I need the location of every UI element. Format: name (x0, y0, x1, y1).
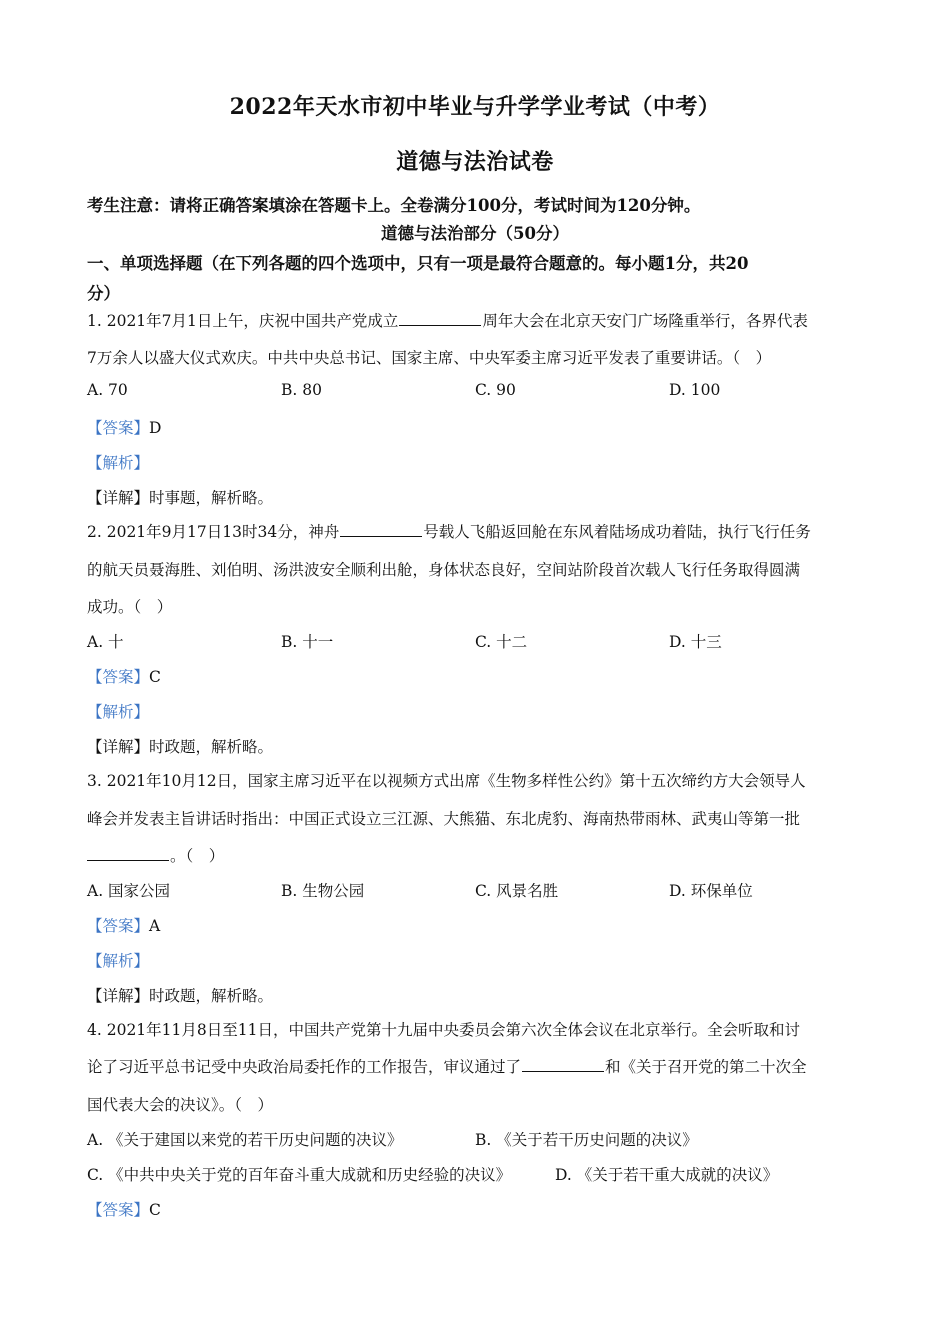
question-1-analysis (87, 451, 867, 473)
question-1-text-a: 1. 2021年7月1日上午，庆祝中国共产党成立 (87, 312, 399, 330)
question-3-option-d: D. 环保单位 (669, 882, 753, 900)
exam-subtitle: 道德与法治试卷 (396, 149, 554, 175)
question-2-analysis (87, 700, 867, 722)
question-2-option-c: C. 十二 (475, 633, 528, 651)
question-1-option-d: D. 100 (669, 381, 721, 399)
detail-text: 时政题，解析略。 (149, 987, 274, 1005)
answer-label: 【答案】 (87, 419, 150, 437)
answer-label: 【答案】 (87, 917, 150, 935)
question-3-text-b: 。（ ） (170, 847, 225, 865)
detail-label: 【详解】 (87, 987, 150, 1005)
question-4-line3: 国代表大会的决议》。（ ） (87, 1096, 274, 1114)
question-2-text-a: 2. 2021年9月17日13时34分，神舟 (87, 523, 340, 541)
question-2-answer (87, 665, 867, 687)
exam-notice: 考生注意：请将正确答案填涂在答题卡上。全卷满分100分，考试时间为120分钟。 (87, 196, 701, 215)
question-2-line3: 成功。（ ） (87, 598, 173, 616)
question-1-option-b: B. 80 (281, 381, 322, 399)
analysis-label: 【解析】 (87, 952, 150, 970)
question-4-option-d: D. 《关于若干重大成就的决议》 (555, 1166, 779, 1184)
detail-text: 时政题，解析略。 (149, 738, 274, 756)
detail-text: 时事题，解析略。 (149, 489, 274, 507)
question-3-option-b: B. 生物公园 (281, 882, 365, 900)
answer-blank (340, 522, 422, 537)
analysis-label: 【解析】 (87, 703, 150, 721)
question-2-option-d: D. 十三 (669, 633, 722, 651)
question-2-text-b: 号载人飞船返回舱在东风着陆场成功着陆，执行飞行任务 (423, 523, 811, 541)
analysis-label: 【解析】 (87, 454, 150, 472)
question-4-text-a: 论了习近平总书记受中央政治局委托作的工作报告，审议通过了 (87, 1058, 522, 1076)
question-3-analysis (87, 949, 867, 971)
answer-value: C (149, 668, 161, 686)
question-3-option-c: C. 风景名胜 (475, 882, 559, 900)
question-1-line1 (87, 309, 867, 331)
answer-blank (522, 1057, 604, 1072)
question-2-line2: 的航天员聂海胜、刘伯明、汤洪波安全顺利出舱，身体状态良好，空间站阶段首次载人飞行任务取得圆满 (87, 561, 801, 579)
question-3-detail (87, 984, 867, 1006)
question-1-line2: 7万余人以盛大仪式欢庆。中共中央总书记、国家主席、中央军委主席习近平发表了重要讲话。（ ） (87, 349, 772, 367)
question-3-line3 (87, 844, 867, 866)
answer-value: C (149, 1201, 161, 1219)
answer-value: A (149, 917, 161, 935)
answer-blank (399, 311, 481, 326)
section-heading-line2: 分） (87, 284, 120, 303)
question-4-line1: 4. 2021年11月8日至11日，中国共产党第十九届中央委员会第六次全体会议在北京举行。全会听取和讨 (87, 1021, 800, 1039)
question-4-option-c: C. 《中共中央关于党的百年奋斗重大成就和历史经验的决议》 (87, 1166, 512, 1184)
detail-label: 【详解】 (87, 489, 150, 507)
question-4-answer (87, 1198, 867, 1220)
answer-label: 【答案】 (87, 1201, 150, 1219)
question-3-line2: 峰会并发表主旨讲话时指出：中国正式设立三江源、大熊猫、东北虎豹、海南热带雨林、武夷山等第一批 (87, 810, 801, 828)
question-3-answer (87, 914, 867, 936)
question-2-detail (87, 735, 867, 757)
question-4-text-b: 和《关于召开党的第二十次全 (605, 1058, 807, 1076)
question-1-detail (87, 486, 867, 508)
answer-blank (87, 846, 169, 861)
question-3-line1: 3. 2021年10月12日，国家主席习近平在以视频方式出席《生物多样性公约》第十五次缔约方大会领导人 (87, 772, 806, 790)
answer-value: D (149, 419, 162, 437)
question-1-option-c: C. 90 (475, 381, 516, 399)
question-2-option-a: A. 十 (87, 633, 124, 651)
part-title: 道德与法治部分（50分） (381, 224, 569, 243)
question-4-line2 (87, 1055, 867, 1077)
answer-label: 【答案】 (87, 668, 150, 686)
question-1-answer (87, 416, 867, 438)
exam-title: 2022年天水市初中毕业与升学学业考试（中考） (229, 94, 721, 120)
detail-label: 【详解】 (87, 738, 150, 756)
question-2-option-b: B. 十一 (281, 633, 334, 651)
question-1-option-a: A. 70 (87, 381, 128, 399)
question-2-line1 (87, 520, 867, 542)
question-3-option-a: A. 国家公园 (87, 882, 171, 900)
question-4-option-a: A. 《关于建国以来党的若干历史问题的决议》 (87, 1131, 403, 1149)
question-1-text-b: 周年大会在北京天安门广场隆重举行，各界代表 (482, 312, 808, 330)
question-4-option-b: B. 《关于若干历史问题的决议》 (475, 1131, 698, 1149)
section-heading-line1: 一、单项选择题（在下列各题的四个选项中，只有一项是最符合题意的。每小题1分，共20 (87, 254, 749, 273)
